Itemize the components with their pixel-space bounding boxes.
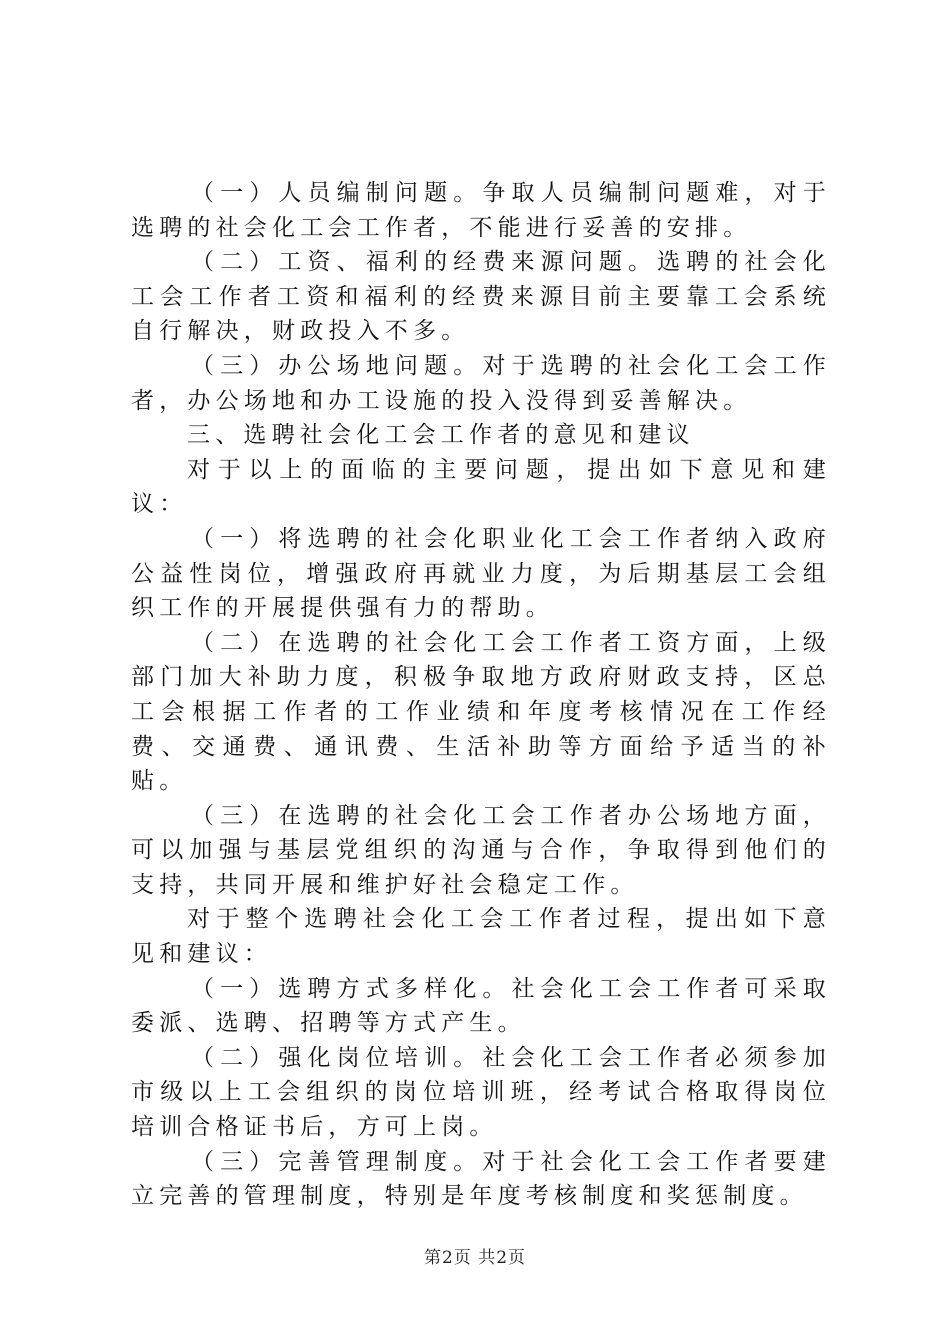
paragraph-suggestion-office: （三）在选聘的社会化工会工作者办公场地方面，可以加强与基层党组织的沟通与合作，争取得到他们的支持，共同开展和维护好社会稳定工作。 [131, 802, 831, 898]
paragraph-training: （二）强化岗位培训。社会化工会工作者必须参加市级以上工会组织的岗位培训班，经考试合格取得岗位培训合格证书后，方可上岗。 [131, 1044, 831, 1141]
paragraph-funding-issue: （二）工资、福利的经费来源问题。选聘的社会化工会工作者工资和福利的经费来源目前主要靠工会系统自行解决，财政投入不多。 [131, 249, 831, 345]
section-heading-suggestions: 三、选聘社会化工会工作者的意见和建议 [187, 422, 695, 449]
paragraph-office-issue: （三）办公场地问题。对于选聘的社会化工会工作者，办公场地和办工设施的投入没得到妥善解决。 [131, 352, 831, 414]
document-body [131, 176, 831, 1214]
paragraph-suggestions-intro: 对于以上的面临的主要问题，提出如下意见和建议： [131, 456, 831, 518]
paragraph-process-intro: 对于整个选聘社会化工会工作者过程，提出如下意见和建议： [131, 906, 831, 968]
page-number-footer: 第2页 共2页 [423, 1248, 527, 1268]
paragraph-staffing-issue: （一）人员编制问题。争取人员编制问题难，对于选聘的社会化工会工作者，不能进行妥善的安排。 [131, 180, 831, 241]
paragraph-diverse-selection: （一）选聘方式多样化。社会化工会工作者可采取委派、选聘、招聘等方式产生。 [131, 975, 831, 1037]
paragraph-management: （三）完善管理制度。对于社会化工会工作者要建立完善的管理制度，特别是年度考核制度和奖惩制度。 [131, 1148, 831, 1210]
paragraph-suggestion-wages: （二）在选聘的社会化工会工作者工资方面，上级部门加大补助力度，积极争取地方政府财政支持，区总工会根据工作者的工作业绩和年度考核情况在工作经费、交通费、通讯费、生活补助等方面给予适当的补贴。 [131, 629, 831, 795]
paragraph-suggestion-public-posts: （一）将选聘的社会化职业化工会工作者纳入政府公益性岗位，增强政府再就业力度，为后期基层工会组织工作的开展提供强有力的帮助。 [131, 525, 831, 622]
